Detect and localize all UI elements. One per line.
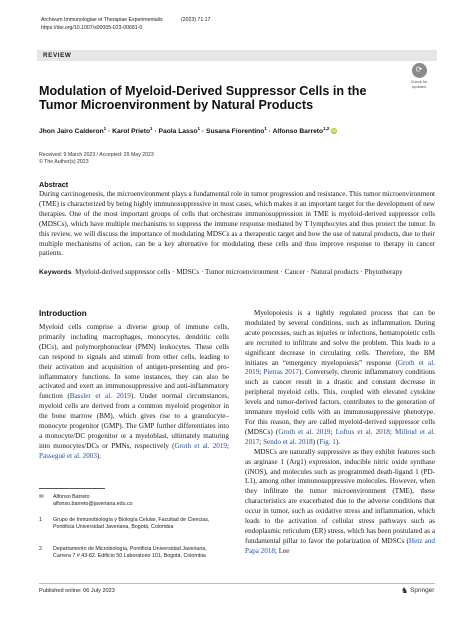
keywords [39,268,435,278]
citation-link[interactable]: Hetz and Papa 2018 [245,536,435,555]
figure-link[interactable]: Fig. 1 [319,437,336,446]
corresponding-author-footnote [39,494,223,509]
journal-volume: (2023) 71:17 [181,17,211,23]
intro-right-column [245,309,435,557]
check-for-updates-button[interactable]: ⟳ Check for updates [405,63,433,89]
running-header [41,16,433,32]
intro-paragraph-3: MDSCs are naturally suppressive as they exhibit features such as arginase 1 (Arg1) expression, inducible nitric oxide synthase (iNOS), and molecules such as programmed death-ligand 1 (PD-L1), among other immunosuppressive molecules. However, when they infiltrate the tumor microenvironment (TME), these characteristics are exacerbated due to the adverse conditions that occur in tumor, such as oxidative stress and inflammation, which leads to the activation of cellular stress pathways such as endoplasmic reticulum (ER) stress, which has been postulated as a fundamental pillar to favor the polarization of MDSCs (Hetz and Papa 2018; Lee [245,447,435,555]
published-date: Published online: 06 July 2023 [39,588,115,594]
author-list: Jhon Jairo Calderon$^1$ · Karol Prieto$^1$ · Paola Lasso$^1$ · Susana Fiorentino$^1$ · Alfonso Barreto$^{1,2}$ iD [39,126,337,136]
publisher-logo [401,586,434,595]
journal-name: Archivum Immunologiae et Therapiae Experimentalis [41,17,163,23]
affiliation-text: Grupo de Inmunobiología y Biología Celular, Facultad de Ciencias, Pontificia Universidad Javeriana, Bogotá, Colombia [53,517,210,531]
author-name[interactable]: Susana Fiorentino [206,128,265,136]
affiliation-text: Departamento de Microbiología, Pontificia Universidad Javeriana, Carrera 7 # 43-82. Edificio 50 Laboratorio 101, Bogotá, Colombia [53,546,207,560]
envelope-icon: ✉ [39,494,44,500]
article-type-bar: REVIEW [37,50,437,61]
footer-divider [39,583,435,584]
corresponding-author-name: Alfonso Barreto [53,494,90,500]
abstract-text: During carcinogenesis, the microenvironment plays a fundamental role in tumor progression and resistance. This tumor microenvironment (TME) is characterized by being highly immunosuppressive in most cases, which makes it an important target for the development of new therapies. One of the most important groups of cells that orchestrate immunosuppression in TME is myeloid-derived suppressor cells (MDSCs), which have multiple mechanisms to suppress the immune response mediated by T lymphocytes and thus protect the tumor. In this review, we will discuss the importance of modulating MDSCs as a therapeutic target and how the use of natural products, due to their multiple mechanisms of action, can be a key alternative for modulating these cells and thus improve response to therapy in cancer patients. [39,190,435,258]
citation-link[interactable]: Groth et al. 2019 [245,358,435,377]
springer-horse-icon: ♞ [401,586,409,595]
abstract-heading: Abstract [39,180,69,189]
citation-link[interactable]: Groth et al. 2019 [174,441,228,450]
citation-link[interactable]: Bassler et al. 2019 [69,392,131,401]
orcid-icon[interactable]: iD [332,128,337,134]
affiliation-marker: 2 [39,546,42,552]
citation-link[interactable]: Pietras 2017 [263,368,299,377]
keywords-label: Keywords [39,269,72,276]
publisher-name: Springer [410,587,435,594]
doi-link[interactable]: https://doi.org/10.1007/s00005-023-00681-0 [41,25,143,31]
article-title: Modulation of Myeloid-Derived Suppressor Cells in the Tumor Microenvironment by Natural Products [39,84,367,113]
received-accepted-dates: Received: 9 March 2023 / Accepted: 29 May 2023 [39,152,154,158]
citation-link[interactable]: Passegué et al. 2003 [39,451,97,460]
intro-paragraph-1: Myeloid cells comprise a diverse group of immune cells, primarily including macrophages, monocytes, dendritic cells (DCs), and polymorphonuclear (PMN) leukocytes. These cells can respond to signals and stimuli from other cells, leading to their activation and acquisition of antigen-presenting and pro-inflammatory functions. In some instances, they can also be activated and exert an immunosuppressive and anti-inflammatory function (Bassler et al. 2019). Under normal circumstances, myeloid cells are derived from a common myeloid progenitor in the bone marrow (BM), which gives rise to a granulocyte–monocyte progenitor (GMP). The GMP further differentiates into a monocyte/DC progenitor or a myeloblast, ultimately maturing into monocytes/DCs or PMNs, respectively (Groth et al. 2019; Passegué et al. 2003). [39,323,230,460]
section-heading-introduction: Introduction [39,309,87,318]
citation-link[interactable]: Loftus et al. 2018 [335,427,390,436]
copyright-notice: © The Author(s) 2023 [39,159,89,166]
affiliation-1 [39,517,223,532]
author-name[interactable]: Paola Lasso [158,128,198,136]
author-name[interactable]: Jhon Jairo Calderon [39,128,104,136]
refresh-icon: ⟳ [412,63,427,78]
footnote-divider [39,488,105,489]
author-name[interactable]: Karol Prieto [112,128,151,136]
author-name[interactable]: Alfonso Barreto [272,128,324,136]
citation-link[interactable]: Millrud et al. 2017 [245,427,436,446]
citation-link[interactable]: Sendo et al. 2018 [263,437,313,446]
citation-link[interactable]: Groth et al. 2019 [278,427,331,436]
article-dates [39,152,154,167]
affiliation-2 [39,546,223,561]
affiliation-marker: 1 [39,517,42,523]
intro-paragraph-2: Myelopoiesis is a tightly regulated process that can be modulated by several conditions, such as inflammation. During acute processes, such as injuries or infections, hematopoietic cells are recruited to infiltrate and solve the problem. This leads to a significant decrease in circulating cells. Therefore, the BM initiates an “emergency myelopoiesis” response (Groth et al. 2019; Pietras 2017). Conversely, chronic inflammatory conditions such as cancer result in a drastic and constant decrease in peripheral myeloid cells. This, coupled with elevated cytokine levels and tumor-derived factors, contributes to the generation of immature myeloid cells with an immunosuppressive phenotype. For this reason, they are called myeloid-derived suppressor cells (MDSCs) (Groth et al. 2019; Loftus et al. 2018; Millrud et al. 2017; Sendo et al. 2018) (Fig. 1). [245,309,436,446]
corresponding-author-email[interactable]: alfonso.barreto@javeriana.edu.co [53,501,133,508]
keywords-text: Myeloid-derived suppressor cells · MDSCs · Tumor microenvironment · Cancer · Natural products · Phytotherapy [75,268,403,276]
